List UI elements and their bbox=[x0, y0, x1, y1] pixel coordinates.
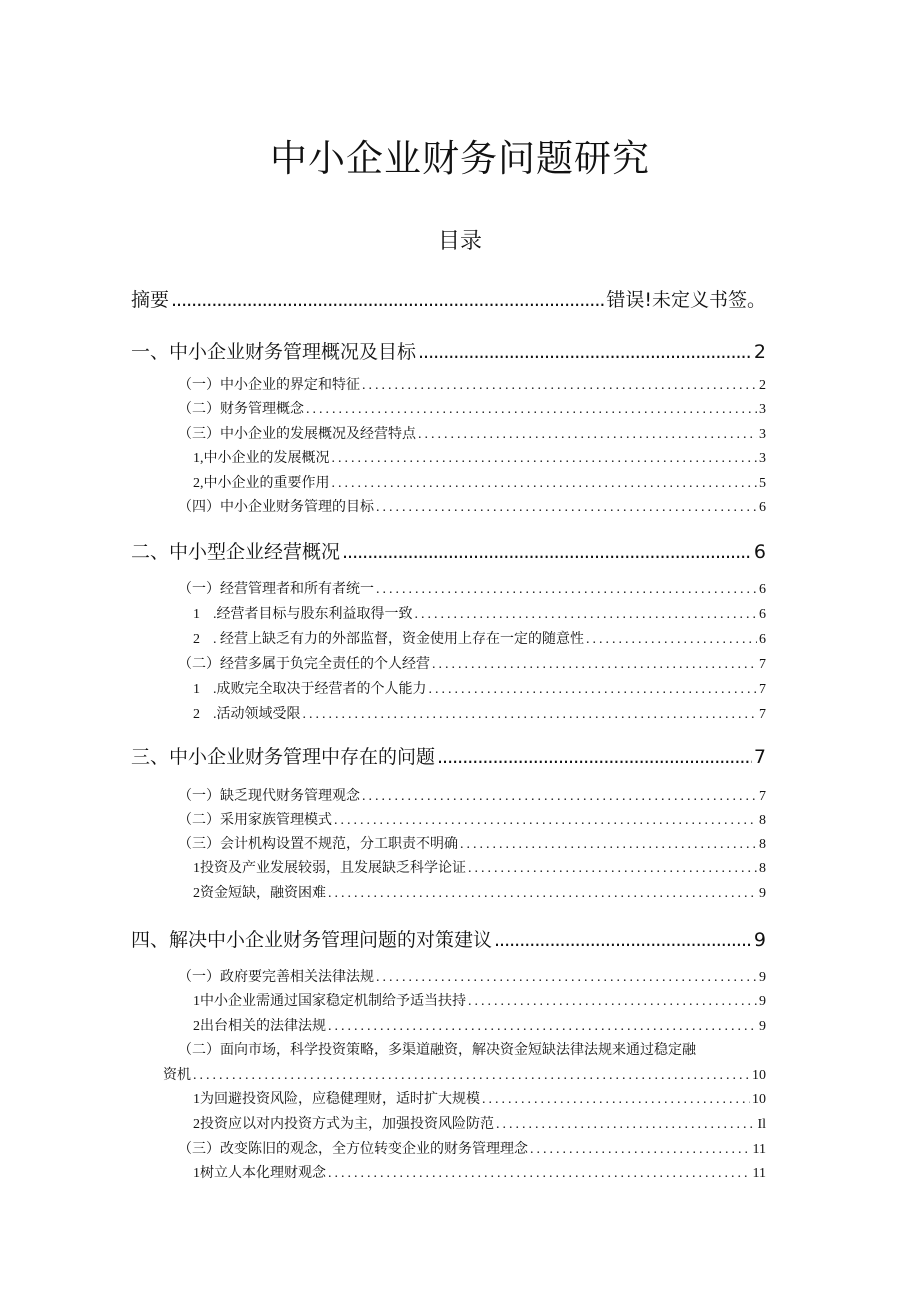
toc-item-text: .成败完全取决于经营者的个人能力 bbox=[213, 682, 427, 697]
toc-label: 1投资及产业发展较弱，且发展缺乏科学论证 bbox=[193, 861, 466, 876]
dot-leader bbox=[530, 1142, 751, 1158]
dot-leader bbox=[362, 378, 757, 394]
toc-label: 2投资应以对内投资方式为主，加强投资风险防范 bbox=[193, 1117, 494, 1132]
toc-page-number: 6 bbox=[759, 582, 766, 597]
toc-label: 2资金短缺，融资困难 bbox=[193, 886, 326, 901]
toc-page-number: 6 bbox=[759, 500, 766, 515]
toc-item-text: . 经营上缺乏有力的外部监督，资金使用上存在一定的随意性 bbox=[213, 632, 584, 647]
dot-leader bbox=[418, 341, 752, 363]
dot-leader bbox=[328, 1019, 757, 1035]
dot-leader bbox=[460, 837, 757, 853]
toc-page-number: 9 bbox=[759, 886, 766, 901]
toc-label: （一）中小企业的界定和特征 bbox=[178, 378, 360, 393]
dot-leader bbox=[418, 427, 757, 443]
toc-page-number: 7 bbox=[759, 789, 766, 804]
toc-item-number: 1 bbox=[193, 607, 200, 622]
toc-label: （一）政府要完善相关法律法规 bbox=[178, 970, 374, 985]
toc-entry-4-2-line1[interactable]: （二）面向市场，科学投资策略，多渠道融资，解决资金短缺法律法规来通过稳定融 bbox=[178, 1043, 696, 1058]
toc-label: 1为回避投资风险，应稳健理财，适时扩大规模 bbox=[193, 1092, 480, 1107]
toc-entry-2-2-2[interactable] bbox=[193, 703, 766, 723]
dot-leader bbox=[429, 682, 758, 698]
toc-entry-3-2[interactable] bbox=[178, 809, 766, 829]
toc-label: 1中小企业需通过国家稳定机制给予适当扶持 bbox=[193, 994, 466, 1009]
dot-leader bbox=[193, 1068, 750, 1084]
toc-entry-1-3[interactable] bbox=[178, 423, 766, 443]
toc-entry-2-1[interactable] bbox=[178, 578, 766, 598]
dot-leader bbox=[468, 861, 757, 877]
toc-page-number: 3 bbox=[759, 427, 766, 442]
toc-page-number: 7 bbox=[759, 707, 766, 722]
toc-entry-4-2-2[interactable] bbox=[193, 1113, 766, 1133]
toc-page-number: Il bbox=[757, 1117, 766, 1132]
toc-entry-4-3-1[interactable] bbox=[193, 1162, 766, 1182]
toc-entry-3-1[interactable] bbox=[178, 785, 766, 805]
toc-entry-2-2[interactable] bbox=[178, 653, 766, 673]
dot-leader bbox=[342, 541, 752, 563]
toc-entry-abstract[interactable] bbox=[131, 285, 766, 312]
toc-page-number: 8 bbox=[759, 837, 766, 852]
toc-item-number: 2 bbox=[193, 632, 200, 647]
toc-page-number: 11 bbox=[752, 1166, 766, 1181]
toc-page-number: 6 bbox=[759, 632, 766, 647]
dot-leader bbox=[328, 1166, 751, 1182]
toc-page-number: 9 bbox=[759, 994, 766, 1009]
toc-page-number: 10 bbox=[752, 1068, 766, 1083]
toc-label: 1树立人本化理财观念 bbox=[193, 1166, 326, 1181]
toc-item-text: .活动领域受限 bbox=[213, 707, 301, 722]
dot-leader bbox=[415, 607, 758, 623]
toc-page-number: 7 bbox=[753, 746, 766, 768]
toc-entry-2-1-1[interactable] bbox=[193, 603, 766, 623]
toc-label: 2出台相关的法律法规 bbox=[193, 1019, 326, 1034]
toc-page-number: 3 bbox=[759, 402, 766, 417]
toc-entry-4-1[interactable] bbox=[178, 966, 766, 986]
toc-label: 三、中小企业财务管理中存在的问题 bbox=[131, 746, 436, 768]
document-title: 中小企业财务问题研究 bbox=[270, 137, 650, 180]
dot-leader bbox=[437, 746, 752, 768]
dot-leader bbox=[496, 1117, 755, 1133]
toc-page-number: 2 bbox=[753, 341, 766, 363]
toc-label: 一、中小企业财务管理概况及目标 bbox=[131, 341, 417, 363]
toc-page-number: 7 bbox=[759, 657, 766, 672]
toc-label: 2,中小企业的重要作用 bbox=[193, 476, 330, 491]
toc-page-number: 8 bbox=[759, 813, 766, 828]
toc-page-number: 11 bbox=[752, 1142, 766, 1157]
toc-page-number: 2 bbox=[759, 378, 766, 393]
toc-label bbox=[193, 678, 427, 698]
toc-page-number: 错误!未定义书签。 bbox=[606, 289, 766, 311]
toc-entry-1-1[interactable] bbox=[178, 374, 766, 394]
toc-page-number: 7 bbox=[759, 682, 766, 697]
dot-leader bbox=[376, 500, 757, 516]
dot-leader bbox=[171, 289, 604, 311]
toc-entry-1-2[interactable] bbox=[178, 398, 766, 418]
dot-leader bbox=[468, 994, 757, 1010]
toc-label bbox=[193, 628, 584, 648]
toc-page-number: 8 bbox=[759, 861, 766, 876]
toc-entry-section-2[interactable] bbox=[131, 537, 766, 564]
dot-leader bbox=[494, 929, 752, 951]
toc-item-number: 1 bbox=[193, 682, 200, 697]
toc-entry-1-4[interactable] bbox=[178, 496, 766, 516]
toc-label: 摘要 bbox=[131, 289, 170, 311]
dot-leader bbox=[332, 476, 758, 492]
dot-leader bbox=[586, 632, 757, 648]
toc-entry-4-2-1[interactable] bbox=[193, 1088, 766, 1108]
toc-entry-2-1-2[interactable] bbox=[193, 628, 766, 648]
dot-leader bbox=[328, 886, 757, 902]
toc-label: 1,中小企业的发展概况 bbox=[193, 451, 330, 466]
toc-label: （二）经营多属于负完全责任的个人经营 bbox=[178, 657, 430, 672]
toc-page-number: 9 bbox=[759, 1019, 766, 1034]
toc-label: （一）经营管理者和所有者统一 bbox=[178, 582, 374, 597]
toc-label: 资机 bbox=[163, 1068, 191, 1083]
toc-entry-1-3-1[interactable] bbox=[193, 447, 766, 467]
toc-label: （三）改变陈旧的观念，全方位转变企业的财务管理理念 bbox=[178, 1142, 528, 1157]
toc-page-number: 9 bbox=[753, 929, 766, 951]
toc-entry-4-3[interactable] bbox=[178, 1138, 766, 1158]
toc-label: （三）中小企业的发展概况及经营特点 bbox=[178, 427, 416, 442]
toc-page-number: 6 bbox=[753, 541, 766, 563]
dot-leader bbox=[303, 707, 758, 723]
toc-label: 四、解决中小企业财务管理问题的对策建议 bbox=[131, 929, 493, 951]
toc-page-number: 5 bbox=[759, 476, 766, 491]
dot-leader bbox=[306, 402, 757, 418]
toc-heading: 目录 bbox=[437, 229, 482, 254]
toc-label: （二）采用家族管理模式 bbox=[178, 813, 332, 828]
toc-page-number: 10 bbox=[752, 1092, 766, 1107]
toc-item-text: .经营者目标与股东利益取得一致 bbox=[213, 607, 413, 622]
toc-entry-section-3[interactable] bbox=[131, 742, 766, 769]
toc-page-number: 3 bbox=[759, 451, 766, 466]
dot-leader bbox=[376, 970, 757, 986]
toc-entry-4-1-2[interactable] bbox=[193, 1015, 766, 1035]
toc-label bbox=[193, 703, 301, 723]
toc-label: （四）中小企业财务管理的目标 bbox=[178, 500, 374, 515]
toc-entry-section-1[interactable] bbox=[131, 337, 766, 364]
dot-leader bbox=[334, 813, 757, 829]
toc-item-number: 2 bbox=[193, 707, 200, 722]
toc-entry-3-3-2[interactable] bbox=[193, 882, 766, 902]
toc-entry-2-2-1[interactable] bbox=[193, 678, 766, 698]
toc-page-number: 9 bbox=[759, 970, 766, 985]
toc-entry-1-3-2[interactable] bbox=[193, 472, 766, 492]
toc-entry-4-1-1[interactable] bbox=[193, 990, 766, 1010]
dot-leader bbox=[432, 657, 757, 673]
dot-leader bbox=[332, 451, 758, 467]
toc-label: 二、中小型企业经营概况 bbox=[131, 541, 341, 563]
toc-entry-4-2[interactable] bbox=[163, 1064, 766, 1084]
toc-label: （一）缺乏现代财务管理观念 bbox=[178, 789, 360, 804]
dot-leader bbox=[376, 582, 757, 598]
toc-entry-3-3-1[interactable] bbox=[193, 857, 766, 877]
toc-label: （二）财务管理概念 bbox=[178, 402, 304, 417]
dot-leader bbox=[362, 789, 757, 805]
toc-label: （三）会计机构设置不规范，分工职责不明确 bbox=[178, 837, 458, 852]
toc-label bbox=[193, 603, 413, 623]
toc-entry-3-3[interactable] bbox=[178, 833, 766, 853]
toc-entry-section-4[interactable] bbox=[131, 925, 766, 952]
dot-leader bbox=[482, 1092, 750, 1108]
toc-page-number: 6 bbox=[759, 607, 766, 622]
